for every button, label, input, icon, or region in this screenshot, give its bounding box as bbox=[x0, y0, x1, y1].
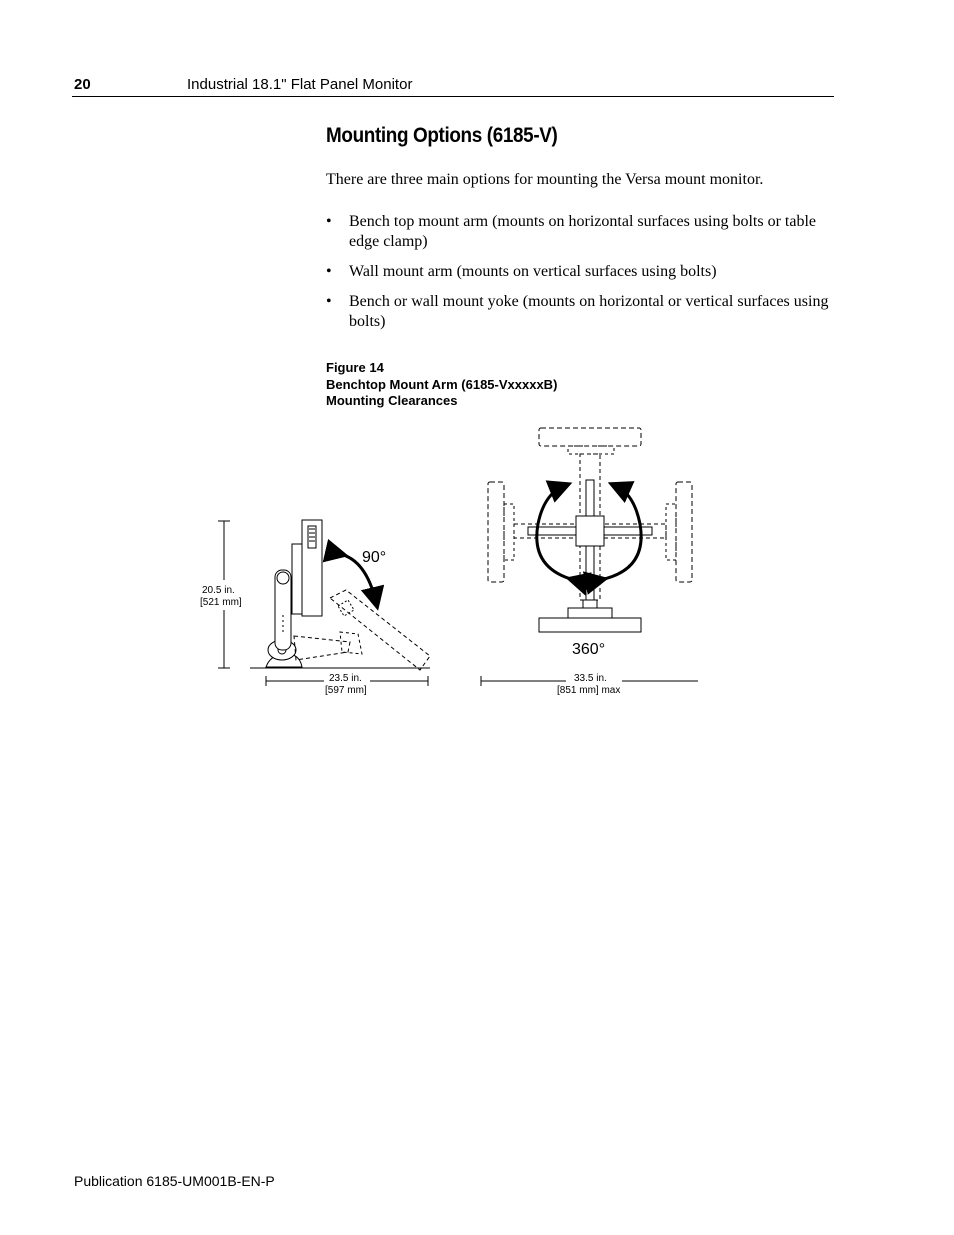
side-view-drawing bbox=[218, 520, 430, 686]
rotation-angle-label: 360° bbox=[572, 641, 606, 658]
figure-subtitle: Mounting Clearances bbox=[326, 393, 458, 408]
publication-footer: Publication 6185-UM001B-EN-P bbox=[74, 1173, 275, 1189]
running-header-title: Industrial 18.1" Flat Panel Monitor bbox=[187, 76, 413, 93]
section-title: Mounting Options (6185-V) bbox=[326, 124, 558, 147]
depth-dimension-mm: [597 mm] bbox=[325, 685, 367, 696]
header-rule bbox=[72, 96, 834, 97]
tilt-angle-label: 90° bbox=[362, 549, 387, 566]
figure-number: Figure 14 bbox=[326, 360, 384, 375]
list-item bbox=[326, 212, 836, 252]
width-dimension-mm: [851 mm] max bbox=[557, 685, 621, 696]
figure-caption bbox=[326, 360, 557, 410]
list-item-text: Bench or wall mount yoke (mounts on horizontal or vertical surfaces using bolts) bbox=[349, 293, 829, 330]
depth-dimension-inches: 23.5 in. bbox=[329, 673, 362, 684]
height-dimension-mm: [521 mm] bbox=[200, 597, 242, 608]
list-item bbox=[326, 292, 836, 332]
list-item bbox=[326, 262, 836, 282]
page-number: 20 bbox=[74, 76, 91, 93]
bullet-glyph: • bbox=[326, 263, 332, 280]
mounting-clearance-figure bbox=[190, 420, 710, 715]
list-item-text: Bench top mount arm (mounts on horizontal surfaces using bolts or table edge clamp) bbox=[349, 213, 817, 250]
mounting-options-list bbox=[326, 212, 836, 342]
intro-paragraph: There are three main options for mounting the Versa mount monitor. bbox=[326, 171, 764, 188]
height-dimension-inches: 20.5 in. bbox=[202, 585, 235, 596]
bullet-glyph: • bbox=[326, 293, 332, 310]
list-item-text: Wall mount arm (mounts on vertical surfaces using bolts) bbox=[349, 263, 717, 280]
figure-title: Benchtop Mount Arm (6185-VxxxxxB) bbox=[326, 376, 558, 392]
width-dimension-inches: 33.5 in. bbox=[574, 673, 607, 684]
bullet-glyph: • bbox=[326, 213, 332, 230]
